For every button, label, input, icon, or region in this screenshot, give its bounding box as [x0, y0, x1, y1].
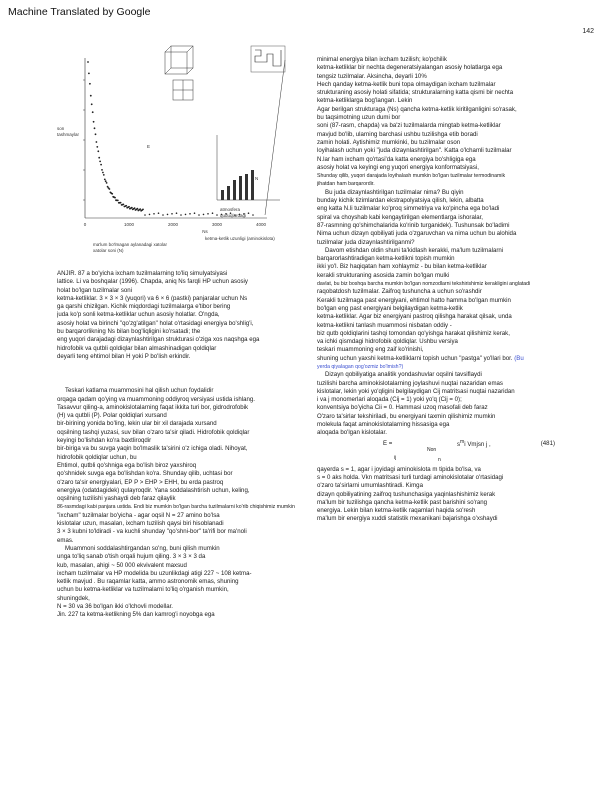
text-line: Kerakli tuzilmaga past energiyani, ehtimol hatto hamma bo'lgan mumkin	[317, 296, 511, 304]
text-line: ga qarshi chizilgan. Kichik miqdordagi tuzilmalarga e'tibor bering	[57, 303, 231, 311]
scatter-point	[96, 141, 98, 143]
equation-number: (481)	[540, 439, 555, 447]
text-line: N = 30 va 36 bo'lgan ikki o'lchovli modellar.	[57, 602, 173, 610]
scatter-point	[203, 214, 205, 216]
scatter-point	[252, 214, 254, 216]
scatter-point	[142, 209, 144, 211]
scatter-point	[125, 205, 127, 207]
scatter-point	[137, 208, 139, 210]
text-line: 86-rasmdagi kabi panjara ustida. Endi biz mumkin bo'lgan barcha tuzilmalarni ko'rib chiqishimiz mumkin	[57, 504, 295, 511]
scatter-point	[149, 214, 151, 216]
figure-svg	[55, 40, 295, 262]
right-label-2: quduqlardagi	[220, 213, 247, 218]
equation-subscript: ij	[394, 454, 397, 461]
scatter-point	[194, 212, 196, 214]
text-line: minimal energiya bilan ixcham tuzilish; ko'pchilik	[317, 56, 447, 63]
text-line: ketma-ketliklarga bog'langan. Lekin	[317, 97, 413, 105]
figure-caption	[57, 270, 295, 361]
scatter-point	[120, 202, 122, 204]
text-line: Jin. 227 ta ketma-ketlikning 5% dan kamrog'i noyobga ega	[57, 611, 215, 619]
text-line: aloqada bo'lgan kislotalar.	[317, 429, 387, 437]
scatter-point	[94, 127, 96, 129]
text-line: tengsiz tuzilmalar. Aksincha, deyarli 10%	[317, 72, 427, 80]
text-line: ketma-ketliklar bir nechta degeneratsiyalangan asosiy holatlarga ega	[317, 64, 503, 72]
text-line: mavjud bo'lib, ularning barchasi ushbu tuzilishga etib boradi	[317, 130, 478, 138]
scatter-point	[123, 204, 125, 206]
text-line: jihatdan ham barqarordir.	[317, 181, 375, 188]
n-label: N	[255, 176, 259, 181]
scatter-point	[207, 213, 209, 215]
scatter-point	[153, 213, 155, 215]
paragraph-two-ways	[317, 247, 557, 371]
text-line: Agar berilgan strukturaga (Ns) qancha ketma-ketlik kiritilganligini so'rasak,	[317, 105, 517, 113]
left-column	[57, 270, 295, 620]
text-line: konventsiya bo'yicha Cii = 0. Hammasi uzoq masofali deb faraz	[317, 404, 488, 412]
scatter-point	[103, 174, 105, 176]
text-line: kislotalar uzun, masalan, ixcham tuzilish qaysi biri hisoblanadi	[57, 520, 224, 528]
text-line: Hech qanday ketma-ketlik buni topa olmaydigan ixcham tuzilmalar	[317, 80, 496, 88]
scatter-point	[99, 161, 101, 163]
scatter-point	[92, 111, 94, 113]
text-line: o'zaro ta'sir energiyalari, EP P > EHP > EHH, bu erda pastroq	[57, 478, 224, 486]
text-line: spiral va choyshab kabi kengaytirilgan elementlarga ishoralar,	[317, 213, 483, 221]
text-line: bo'lgan eng past energiyani belgilaydigan ketma-ketlik	[317, 304, 463, 312]
machine-translated-header: Machine Translated by Google	[8, 6, 151, 18]
text-line: ketlik mavjud . Bu raqamlar katta, ammo astronomik emas, shuning	[57, 578, 239, 586]
text-line: oqsilning tuzilishi yashaydi deb faraz qilaylik	[57, 495, 176, 503]
scatter-point	[88, 73, 90, 75]
text-line: hidrofobik qoldiqlar uchun, bu	[57, 453, 137, 461]
scatter-point	[212, 212, 214, 214]
scatter-point	[171, 213, 173, 215]
scatter-point	[91, 103, 93, 105]
paragraph-definitions	[317, 466, 557, 524]
editor-note: yerda qiyalagan qog'ozmiz bo'lmish?)	[317, 363, 404, 370]
scatter-point	[180, 214, 182, 216]
text-line: dizayn qobiliyatining zaifroq tushunchasiga yaqinlashishimiz kerak	[317, 490, 496, 498]
scatter-point	[87, 61, 89, 63]
text-line: bu taqsimotning uzun dumi bor	[317, 114, 401, 122]
text-line: asosiy holat va keyingi eng yuqori energiya konformatsiyasi,	[317, 163, 479, 171]
scatter-point	[106, 182, 108, 184]
text-line: molekula faqat aminokislotalarning hissasiga ega	[317, 421, 450, 429]
x-tick-3: 3000	[211, 222, 223, 227]
caption-left-1: ma'lum bo'lmagan aylanadagi xatolar	[93, 242, 168, 247]
paragraph-designability	[317, 56, 557, 189]
equation-term: Non	[427, 446, 437, 453]
text-line: Shunday qilib, yuqori darajada loyihalash mumkin bo'lgan tuzilmalar termodinamik	[317, 173, 506, 180]
scatter-point	[117, 200, 119, 202]
scatter-point	[139, 208, 141, 210]
text-line: Tasavvur qiling-a, aminokislotalarning faqat ikkita turi bor, gidrodrofobik	[57, 403, 249, 411]
text-line: zamin holati. Aytishimiz mumkinki, bu tuzilmalar oson	[317, 138, 461, 146]
text-line: s = 0 aks holda. Vkn matritsasi turli turdagi aminokislotalar o'rtasidagi	[317, 473, 504, 481]
text-line: Davom etishdan oldin shuni ta'kidlash kerakki, ma'lum tuzilmalarni	[325, 246, 504, 254]
left-label-1: son	[57, 126, 65, 131]
x-tick-0: 0	[83, 222, 87, 227]
text-line: i va j monomerlari aloqada (Cij = 1) yoki yo'q (Cij = 0);	[317, 396, 462, 404]
scatter-point	[185, 214, 187, 216]
text-line: ikki yo'l. Biz haqiqatan ham xohlaymiz - bu bilan ketma-ketliklar	[317, 263, 487, 271]
text-line: bu barqarorlikning Ns bilan bog'liqligini ko'rsatadi; the	[57, 328, 201, 336]
text-line: deyarli teng ehtimol bilan H yoki P bo'lish erkindir.	[57, 352, 191, 360]
x-tick-labels	[84, 222, 267, 227]
scatter-point	[162, 214, 164, 216]
text-line: kislotalar, lekin yoki yo'qligini belgilaydigan Cij matritsasi nuqtai nazaridan	[317, 387, 515, 395]
text-line: qayerda s = 1, agar i joyidagi aminokislota m tipida bo'lsa, va	[317, 465, 481, 473]
text-line: biz qutb qoldiqlarini tashqi tomondan qo'yishga harakat qilishimiz kerak,	[317, 329, 510, 337]
text-line: O'zaro ta'sirlar tekshiriladi, bu energiyani taxmin qilishimiz mumkin	[317, 412, 496, 420]
text-line: keyingi bo'lishdan ko'ra baxtliroqdir	[57, 437, 152, 445]
scatter-point	[93, 121, 95, 123]
scatter-point	[128, 206, 130, 208]
text-line: ma'lum bir tuzilishga qancha ketma-ketlik past barishini so'rang	[317, 498, 487, 506]
scatter-point	[101, 169, 103, 171]
text-line: ketma-ketliklar. Agar biz energiyani pastroq qilishga harakat qilsak, unda	[317, 313, 512, 321]
text-line: Teskari katlama muammosini hal qilish uchun foydalidir	[65, 387, 214, 395]
text-line: Nima uchun dizayn qobiliyati juda o'zgaruvchan va nima uchun bu alohida	[317, 230, 517, 238]
text-line: 3 × 3 kubni to'ldiradi - va kuchli shunday "qo'shni-bor" ta'rifi bor ma'noli	[57, 528, 247, 536]
text-line: emas.	[57, 536, 74, 544]
right-label-1: atmosfera	[220, 207, 241, 212]
text-line: kub, masalan, ahigi ~ 50 000 ekvivalent maxsud	[57, 561, 187, 569]
text-line: "ixcham" tuzilmalar bo'yicha - agar oqsil N = 27 amino bo'lsa	[57, 511, 220, 519]
scatter-point	[104, 179, 106, 181]
paragraph-analytic	[317, 371, 557, 437]
scatter-point	[95, 133, 97, 135]
text-line: hidrofobik va qutbli qoldiqlar bilan almashinadigan qoldiqlar	[57, 344, 217, 352]
scatter-point	[105, 180, 107, 182]
text-line: shuning uchun yaxshi ketma-ketliklarni topish uchun "pastga" yo'llari bor.	[317, 354, 513, 362]
scatter-point	[198, 214, 200, 216]
scatter-point	[216, 214, 218, 216]
text-line: barqarorlashtiradigan ketma-ketlikni topish mumkin	[317, 255, 455, 263]
text-line: eng katta N.li tuzilmalar ko'proq simmetriya va ko'pincha ega bo'ladi	[317, 205, 500, 213]
x-tick-1: 1000	[123, 222, 135, 227]
paragraph-hp-model	[57, 387, 295, 545]
text-line: o'zaro ta'sirlarni umumlashtiradi. Kimga	[317, 482, 423, 490]
text-line: uchun bu ketma-ketliklar va tuzilmalarni to'liq o'rganish mumkin,	[57, 586, 229, 594]
editor-note: (Bu	[514, 354, 524, 362]
text-line: Ehtimol, qutbli qo'shniga ega bo'lish biroz yaxshiroq	[57, 461, 197, 469]
text-line: eng yuqori darajadagi dizaynlashtirilgan strukturasi o'ziga xos naqshga ega	[57, 336, 260, 344]
text-line: ixcham tuzilmalar va HP modelida bu uzunlikdagi atigi 227 ~ 108 ketma-	[57, 569, 252, 577]
scatter-point	[98, 157, 100, 159]
equation-lhs: E =	[383, 439, 393, 447]
text-line: shuningdek,	[57, 594, 90, 602]
text-line: 87-rasmning qo'shimchalarida ko'rinib turganidek). Tushunsak bo'ladimi	[317, 221, 510, 229]
scatter-point	[134, 207, 136, 209]
energy-gap-bars	[221, 170, 254, 200]
text-line: ketma-ketliklar. 3 × 3 × 3 (yuqori) va 6 × 6 (pastki) panjaralar uchun Ns	[57, 294, 248, 302]
text-line: tuzilmalar juda dizaynlashtirilganmi?	[317, 238, 415, 246]
text-line: energiya. Lekin bilan ketma-ketlik raqamlari haqida so'resh	[317, 507, 476, 515]
equation-subscript: n	[438, 456, 441, 463]
scatter-point	[89, 83, 91, 85]
energy-label: E	[147, 144, 151, 149]
text-line: loyihalash uchun yoki "juda dizaynlashtirilgan". Katta o'lchamli tuzilmalar	[317, 147, 512, 155]
scatter-point	[90, 95, 92, 97]
scatter-point	[158, 212, 160, 214]
caption-right: ketma-ketlik uzunligi (aminokislota)	[205, 236, 275, 241]
left-label-2: tashmaylar	[57, 132, 80, 137]
text-line: tuzilishi barcha aminokislotalarning joylashuvi nuqtai nazaridan emas	[317, 379, 503, 387]
text-line: davlat, bu biz boshqa barcha mumkin bo'lgan nomzodlarni tekshirishimiz kerakligini anglatadi	[317, 281, 531, 288]
scatter-point	[176, 212, 178, 214]
text-line: raqobatdosh tuzilmalar. Zaifroq tushuncha a uchun so'rashdir	[317, 288, 482, 296]
paragraph-enumeration	[57, 545, 295, 620]
text-line: (H) va qutbli (P). Polar qoldiqlari xursand	[57, 412, 167, 420]
text-line: Dizayn qobiliyatiga analitik yondashuvlar oqsilni tavsiflaydi	[325, 371, 482, 379]
scatter-point	[189, 213, 191, 215]
text-line: strukturaning asosiy holati sifatida; strukturalarning katta qismi bir nechta	[317, 89, 514, 97]
text-line: holat bo'lgan tuzilmalar soni	[57, 286, 133, 294]
text-line: teskari muammoning eng zaif ko'rinishi,	[317, 346, 424, 354]
text-line: ketma-ketlikni tanlash muammosi nisbatan oddiy -	[317, 321, 452, 329]
text-line: qo'shnidek suvga ega bo'lishdan ko'ra. Shunday qilib, uchtasi bor	[57, 470, 233, 478]
text-line: Muammoni soddalashtirgandan so'ng, buni qilish mumkin	[65, 544, 220, 552]
scatter-point	[144, 214, 146, 216]
paragraph-what-structures	[317, 189, 557, 247]
scatter-point	[131, 207, 133, 209]
scatter-point	[167, 214, 169, 216]
text-line: bir-birining yonida bo'ling, lekin ular bir xil darajada xursand	[57, 420, 217, 428]
x-axis-label: Ns	[202, 229, 208, 234]
text-line: asosiy holat va birinchi "qo'zg'atilgan" holat o'rtasidagi energiya bo'shlig'i,	[57, 319, 254, 327]
text-line: bunday kichik tizimlardan ekstrapolyatsiya qilish, lekin, albatta	[317, 197, 484, 205]
scatter-point	[109, 188, 111, 190]
scatter-point	[114, 197, 116, 199]
figure-87	[55, 40, 295, 262]
text-line: soni (87-rasm, chapda) va ba'zi tuzilmalarda mingtab ketma-ketliklar	[317, 122, 501, 130]
text-line: ANJIR. 87 a bo'yicha ixcham tuzilmalarning to'liq simulyatsiyasi	[57, 270, 228, 277]
scatter-point	[248, 212, 250, 214]
equation-481	[317, 438, 557, 466]
scatter-point	[97, 150, 99, 152]
text-line: N.lar ham ixcham qo'rtasi'da katta energiya bo'shligiga ega	[317, 155, 476, 163]
text-line: orqaga qadam qo'ying va muammoning oddiyroq versiyasi ustida ishlang.	[57, 395, 255, 403]
text-line: bir-biriga va bu suvga yaqin bo'lmaslik ta'sirini o'z ichiga oladi. Nihoyat,	[57, 445, 248, 453]
page-number: 142	[582, 28, 594, 35]
text-line: oqsilning tashqi yuzasi, suv bilan o'zaro ta'sir qiladi. Hidrofobik qoldiqlar	[57, 428, 250, 436]
right-column	[317, 56, 557, 524]
text-line: kerakli strukturaning asosida zamin bo'lgan mulki	[317, 271, 450, 279]
lattice-structure-icon	[165, 46, 193, 100]
text-line: lattice. Li va boshqalar (1996). Chapda, aniq Ns farqli HP uchun asosiy	[57, 278, 248, 286]
equation-sum: $s^mi$ Vmjsn j ,	[457, 438, 491, 448]
caption-left-2: xatolar soni (N)	[93, 248, 124, 253]
highly-designable-pointer	[265, 60, 285, 215]
text-line: juda ko'p sonli ketma-ketliklar uchun asosiy holatlar. O'ngda,	[57, 311, 220, 319]
x-tick-4: 4000	[255, 222, 267, 227]
x-tick-2: 2000	[167, 222, 179, 227]
text-line: va ichki qismdagi hidrofobik qoldiqlar. Ushbu versiya	[317, 338, 458, 346]
text-line: Bu juda dizaynlashtirilgan tuzilmalar nima? Bu qiyin	[325, 188, 464, 196]
scatter-point	[100, 164, 102, 166]
text-line: ma'lum bir energiya xuddi statistik mexanikani bajarishga o'xshaydi	[317, 515, 498, 523]
scatter-point	[111, 193, 113, 195]
scatter-point	[96, 146, 98, 148]
text-line: unga to'liq sanab o'tish orqali hujum qiling. 3 × 3 × 3 da	[57, 553, 206, 561]
text-line: energiya (odatdagidek) qulayroqdir. Yana soddalashtirish uchun, keling,	[57, 486, 250, 494]
scatter-point	[102, 172, 104, 174]
